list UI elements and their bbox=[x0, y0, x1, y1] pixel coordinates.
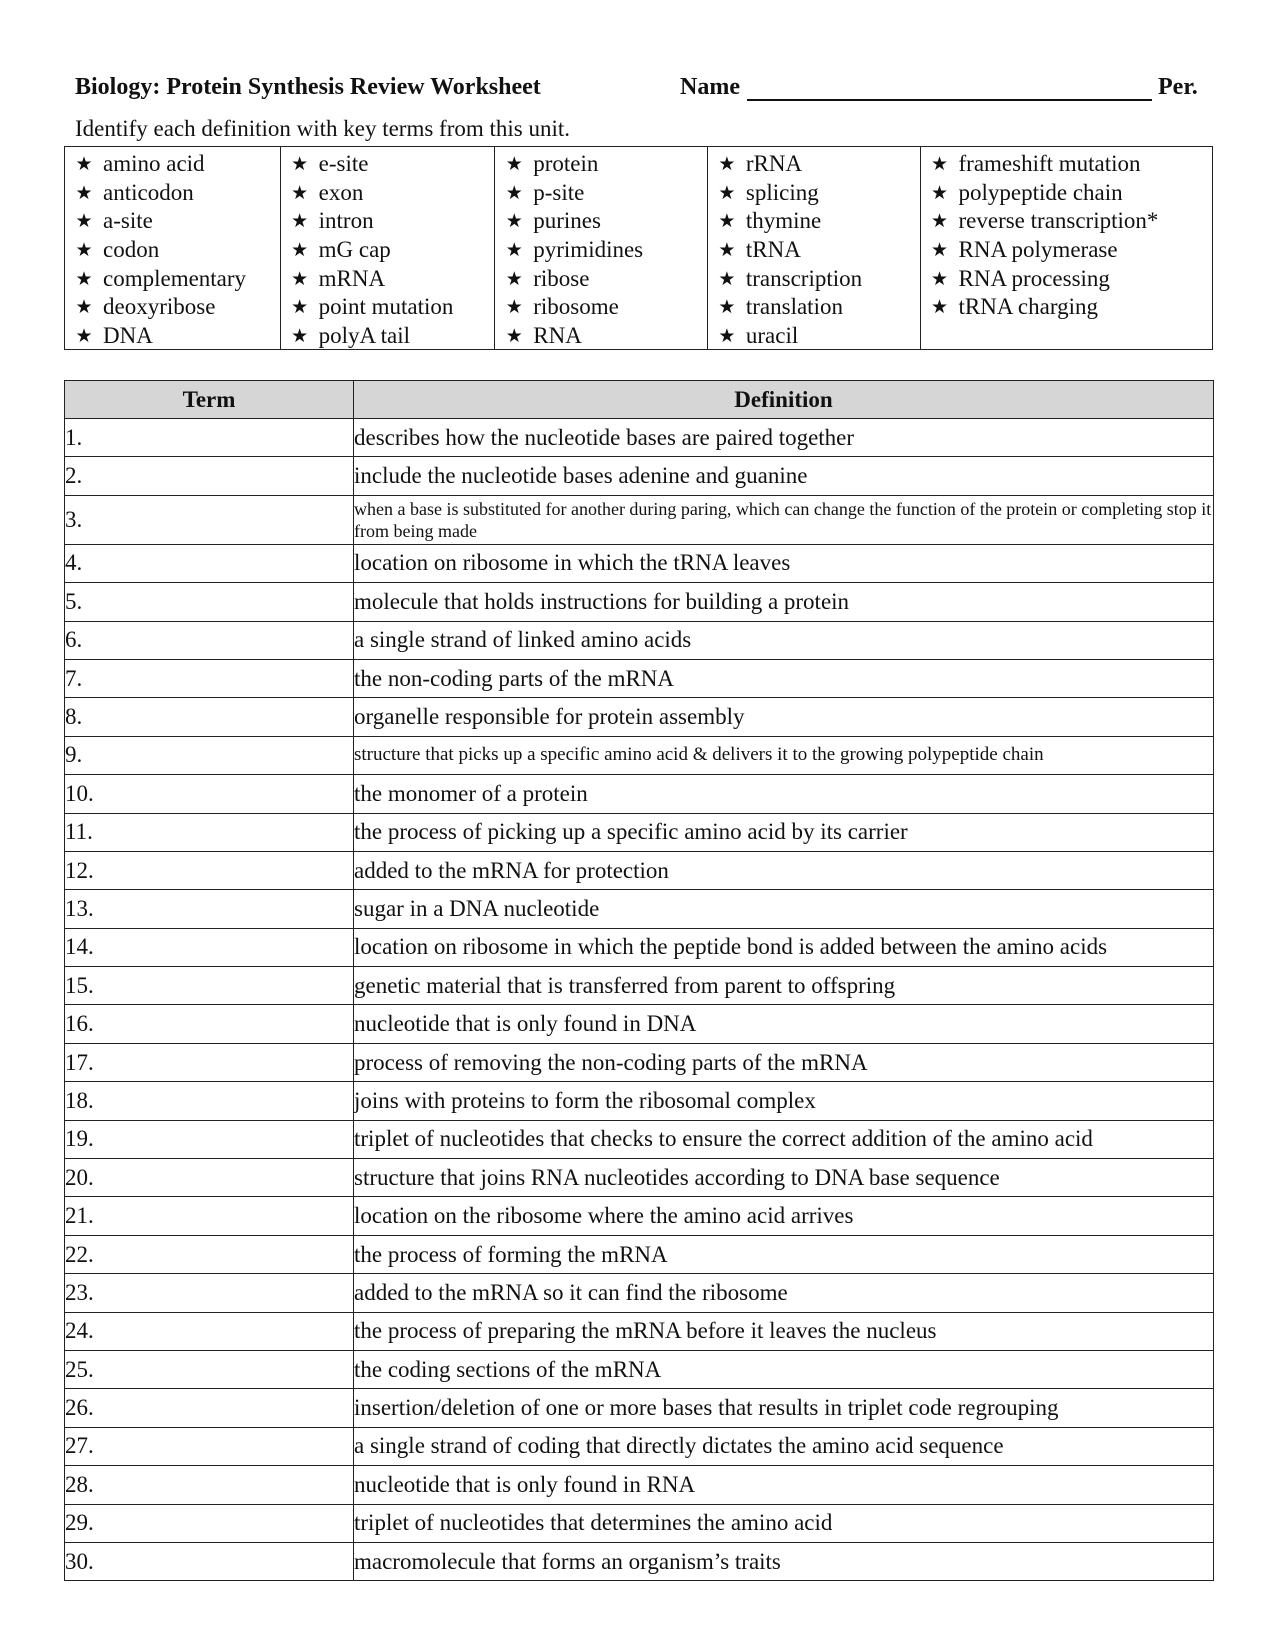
definition-cell: the process of picking up a specific amino acid by its carrier bbox=[354, 813, 1214, 851]
row-number: 11. bbox=[65, 819, 93, 845]
table-row bbox=[65, 1159, 1214, 1197]
definition-cell: location on the ribosome where the amino acid arrives bbox=[354, 1197, 1214, 1235]
star-bullet-icon: ★ bbox=[505, 296, 523, 319]
definition-cell: macromolecule that forms an organism’s traits bbox=[354, 1542, 1214, 1580]
word-bank-item bbox=[708, 207, 920, 236]
row-number: 24. bbox=[65, 1318, 94, 1344]
table-row bbox=[65, 621, 1214, 659]
word-bank-item bbox=[921, 236, 1212, 265]
definition-cell: added to the mRNA so it can find the ribosome bbox=[354, 1274, 1214, 1312]
word-bank-item bbox=[495, 293, 707, 322]
word-bank-term: exon bbox=[318, 179, 364, 205]
word-bank-term: ribosome bbox=[533, 294, 619, 320]
definition-cell: insertion/deletion of one or more bases that results in triplet code regrouping bbox=[354, 1389, 1214, 1427]
table-row bbox=[65, 1389, 1214, 1427]
star-bullet-icon: ★ bbox=[930, 153, 949, 175]
star-bullet-icon: ★ bbox=[291, 210, 309, 233]
star-bullet-icon: ★ bbox=[930, 181, 949, 204]
term-answer-cell[interactable] bbox=[65, 621, 354, 659]
word-bank-term: mG cap bbox=[318, 237, 391, 263]
word-bank-term: RNA polymerase bbox=[958, 237, 1118, 263]
word-bank-term: rRNA bbox=[745, 151, 803, 176]
row-number: 15. bbox=[65, 972, 94, 998]
star-bullet-icon: ★ bbox=[75, 325, 93, 348]
term-answer-cell[interactable] bbox=[65, 1274, 354, 1312]
star-bullet-icon: ★ bbox=[291, 239, 309, 262]
word-bank-item bbox=[921, 207, 1212, 236]
star-bullet-icon: ★ bbox=[75, 210, 93, 233]
row-number: 7. bbox=[65, 665, 83, 691]
definition-cell: nucleotide that is only found in DNA bbox=[354, 1005, 1214, 1043]
row-number: 6. bbox=[65, 627, 83, 653]
definition-cell: nucleotide that is only found in RNA bbox=[354, 1466, 1214, 1504]
term-answer-cell[interactable] bbox=[65, 1043, 354, 1081]
word-bank-term: mRNA bbox=[318, 265, 386, 291]
star-bullet-icon: ★ bbox=[505, 181, 523, 204]
definition-cell: joins with proteins to form the ribosomal complex bbox=[354, 1082, 1214, 1120]
word-bank-item bbox=[65, 322, 280, 351]
definition-cell: a single strand of coding that directly dictates the amino acid sequence bbox=[354, 1427, 1214, 1465]
star-bullet-icon: ★ bbox=[718, 181, 736, 204]
star-bullet-icon: ★ bbox=[75, 153, 93, 175]
table-row bbox=[65, 583, 1214, 621]
term-answer-cell[interactable] bbox=[65, 1159, 354, 1197]
word-bank-term: e-site bbox=[318, 151, 369, 176]
star-bullet-icon: ★ bbox=[291, 181, 309, 204]
star-bullet-icon: ★ bbox=[718, 210, 736, 233]
word-bank-item bbox=[495, 265, 707, 294]
definition-cell: structure that joins RNA nucleotides according to DNA base sequence bbox=[354, 1159, 1214, 1197]
word-bank-item bbox=[495, 207, 707, 236]
star-bullet-icon: ★ bbox=[75, 267, 93, 290]
row-number: 23. bbox=[65, 1279, 94, 1305]
word-bank-item bbox=[65, 265, 280, 294]
word-bank-item bbox=[281, 265, 495, 294]
word-bank-term: polyA tail bbox=[318, 323, 410, 349]
term-answer-cell[interactable] bbox=[65, 928, 354, 966]
row-number: 22. bbox=[65, 1241, 94, 1267]
word-bank-term: protein bbox=[533, 151, 599, 176]
row-number: 3. bbox=[65, 506, 83, 532]
definition-cell: the coding sections of the mRNA bbox=[354, 1350, 1214, 1388]
word-bank bbox=[64, 146, 1213, 350]
term-answer-cell[interactable] bbox=[65, 419, 354, 457]
word-bank-item bbox=[65, 150, 280, 179]
word-bank-item bbox=[708, 322, 920, 351]
word-bank-column bbox=[280, 147, 495, 349]
row-number: 2. bbox=[65, 463, 83, 489]
worksheet-title: Biology: Protein Synthesis Review Worksheet bbox=[75, 74, 541, 100]
definition-cell: location on ribosome in which the tRNA leaves bbox=[354, 544, 1214, 582]
row-number: 8. bbox=[65, 704, 83, 730]
word-bank-term: pyrimidines bbox=[533, 237, 644, 263]
term-answer-cell[interactable] bbox=[65, 698, 354, 736]
row-number: 4. bbox=[65, 550, 83, 576]
word-bank-item bbox=[281, 293, 495, 322]
definition-cell: added to the mRNA for protection bbox=[354, 851, 1214, 889]
definition-cell: triplet of nucleotides that determines the amino acid bbox=[354, 1504, 1214, 1542]
table-row bbox=[65, 1312, 1214, 1350]
star-bullet-icon: ★ bbox=[75, 296, 93, 319]
star-bullet-icon: ★ bbox=[505, 267, 523, 290]
row-number: 10. bbox=[65, 780, 94, 806]
star-bullet-icon: ★ bbox=[291, 267, 309, 290]
definition-cell: a single strand of linked amino acids bbox=[354, 621, 1214, 659]
word-bank-term: a-site bbox=[103, 208, 153, 234]
definition-column-header: Definition bbox=[354, 381, 1214, 419]
term-answer-cell[interactable] bbox=[65, 1235, 354, 1273]
table-row bbox=[65, 698, 1214, 736]
term-answer-cell[interactable] bbox=[65, 1082, 354, 1120]
term-answer-cell[interactable] bbox=[65, 967, 354, 1005]
row-number: 28. bbox=[65, 1471, 94, 1497]
row-number: 29. bbox=[65, 1510, 94, 1536]
row-number: 25. bbox=[65, 1356, 94, 1382]
star-bullet-icon: ★ bbox=[505, 239, 523, 262]
table-row bbox=[65, 928, 1214, 966]
definitions-body bbox=[65, 419, 1214, 1581]
word-bank-term: amino acid bbox=[103, 151, 205, 176]
term-answer-cell[interactable] bbox=[65, 457, 354, 495]
word-bank-term: tRNA bbox=[745, 237, 801, 263]
table-header-row bbox=[65, 381, 1214, 419]
word-bank-term: thymine bbox=[745, 208, 822, 234]
definition-cell: location on ribosome in which the peptide bond is added between the amino acids bbox=[354, 928, 1214, 966]
table-row bbox=[65, 1082, 1214, 1120]
word-bank-item bbox=[708, 236, 920, 265]
term-column-header: Term bbox=[65, 381, 354, 419]
term-answer-cell[interactable] bbox=[65, 1466, 354, 1504]
name-blank-line[interactable] bbox=[747, 74, 1152, 101]
name-label: Name bbox=[680, 74, 740, 100]
word-bank-term: transcription bbox=[745, 265, 863, 291]
star-bullet-icon: ★ bbox=[718, 239, 736, 262]
word-bank-item bbox=[708, 150, 920, 179]
definition-cell: organelle responsible for protein assembly bbox=[354, 698, 1214, 736]
star-bullet-icon: ★ bbox=[75, 181, 93, 204]
word-bank-term: frameshift mutation bbox=[958, 151, 1141, 176]
table-row bbox=[65, 1274, 1214, 1312]
word-bank-item bbox=[65, 207, 280, 236]
table-row bbox=[65, 890, 1214, 928]
word-bank-item bbox=[281, 322, 495, 351]
term-answer-cell[interactable] bbox=[65, 890, 354, 928]
definition-cell: process of removing the non-coding parts of the mRNA bbox=[354, 1043, 1214, 1081]
definition-cell: include the nucleotide bases adenine and guanine bbox=[354, 457, 1214, 495]
term-answer-cell[interactable] bbox=[65, 775, 354, 813]
star-bullet-icon: ★ bbox=[718, 153, 736, 175]
word-bank-item bbox=[65, 293, 280, 322]
table-row bbox=[65, 1235, 1214, 1273]
word-bank-term: RNA processing bbox=[958, 265, 1110, 291]
row-number: 19. bbox=[65, 1126, 94, 1152]
row-number: 18. bbox=[65, 1087, 94, 1113]
star-bullet-icon: ★ bbox=[718, 296, 736, 319]
table-row bbox=[65, 1197, 1214, 1235]
period-label: Per. bbox=[1158, 74, 1198, 100]
definition-cell: the monomer of a protein bbox=[354, 775, 1214, 813]
word-bank-item bbox=[65, 179, 280, 208]
row-number: 30. bbox=[65, 1548, 94, 1574]
star-bullet-icon: ★ bbox=[505, 210, 523, 233]
star-bullet-icon: ★ bbox=[291, 153, 309, 175]
table-row bbox=[65, 495, 1214, 544]
table-row bbox=[65, 1043, 1214, 1081]
word-bank-term: point mutation bbox=[318, 294, 454, 320]
definition-cell: triplet of nucleotides that checks to ensure the correct addition of the amino acid bbox=[354, 1120, 1214, 1158]
definition-cell: the process of preparing the mRNA before it leaves the nucleus bbox=[354, 1312, 1214, 1350]
term-answer-cell[interactable] bbox=[65, 583, 354, 621]
table-row bbox=[65, 1504, 1214, 1542]
word-bank-item bbox=[281, 236, 495, 265]
word-bank-item bbox=[495, 150, 707, 179]
definitions-table bbox=[64, 380, 1214, 1581]
table-row bbox=[65, 1542, 1214, 1580]
word-bank-item bbox=[921, 150, 1212, 179]
term-answer-cell[interactable] bbox=[65, 495, 354, 544]
term-answer-cell[interactable] bbox=[65, 1427, 354, 1465]
word-bank-term: reverse transcription* bbox=[958, 208, 1159, 234]
word-bank-item bbox=[495, 236, 707, 265]
definition-cell: molecule that holds instructions for building a protein bbox=[354, 583, 1214, 621]
word-bank-term: anticodon bbox=[103, 179, 194, 205]
word-bank-column bbox=[920, 147, 1212, 349]
term-answer-cell[interactable] bbox=[65, 544, 354, 582]
star-bullet-icon: ★ bbox=[930, 296, 949, 319]
term-answer-cell[interactable] bbox=[65, 1350, 354, 1388]
word-bank-item bbox=[921, 265, 1212, 294]
worksheet-header bbox=[75, 74, 1205, 108]
table-row bbox=[65, 1466, 1214, 1504]
row-number: 5. bbox=[65, 588, 83, 614]
row-number: 14. bbox=[65, 934, 94, 960]
table-row bbox=[65, 736, 1214, 774]
row-number: 16. bbox=[65, 1011, 94, 1037]
word-bank-item bbox=[921, 293, 1212, 322]
table-row bbox=[65, 775, 1214, 813]
row-number: 13. bbox=[65, 895, 94, 921]
table-row bbox=[65, 544, 1214, 582]
term-answer-cell[interactable] bbox=[65, 659, 354, 697]
word-bank-item bbox=[65, 236, 280, 265]
star-bullet-icon: ★ bbox=[291, 296, 309, 319]
word-bank-column bbox=[494, 147, 707, 349]
table-row bbox=[65, 1427, 1214, 1465]
term-answer-cell[interactable] bbox=[65, 1197, 354, 1235]
word-bank-term: purines bbox=[533, 208, 601, 234]
row-number: 21. bbox=[65, 1203, 94, 1229]
word-bank-item bbox=[495, 179, 707, 208]
row-number: 20. bbox=[65, 1164, 94, 1190]
definition-cell: when a base is substituted for another during paring, which can change the function of the protein or completing stop it from being made bbox=[354, 495, 1214, 544]
word-bank-term: codon bbox=[103, 237, 160, 263]
definition-cell: the process of forming the mRNA bbox=[354, 1235, 1214, 1273]
term-answer-cell[interactable] bbox=[65, 851, 354, 889]
definition-cell: describes how the nucleotide bases are paired together bbox=[354, 419, 1214, 457]
word-bank-term: DNA bbox=[103, 323, 153, 349]
star-bullet-icon: ★ bbox=[505, 325, 523, 348]
word-bank-item bbox=[708, 265, 920, 294]
word-bank-term: RNA bbox=[533, 323, 582, 349]
word-bank-term: complementary bbox=[103, 265, 247, 291]
word-bank-column bbox=[707, 147, 920, 349]
term-answer-cell[interactable] bbox=[65, 813, 354, 851]
term-answer-cell[interactable] bbox=[65, 1120, 354, 1158]
row-number: 27. bbox=[65, 1433, 94, 1459]
star-bullet-icon: ★ bbox=[930, 267, 949, 290]
star-bullet-icon: ★ bbox=[291, 325, 309, 348]
word-bank-term: intron bbox=[318, 208, 374, 234]
star-bullet-icon: ★ bbox=[505, 153, 523, 175]
term-answer-cell[interactable] bbox=[65, 1542, 354, 1580]
row-number: 17. bbox=[65, 1049, 94, 1075]
definition-cell: sugar in a DNA nucleotide bbox=[354, 890, 1214, 928]
table-row bbox=[65, 659, 1214, 697]
definition-cell: genetic material that is transferred from parent to offspring bbox=[354, 967, 1214, 1005]
word-bank-column bbox=[65, 147, 280, 349]
star-bullet-icon: ★ bbox=[718, 325, 736, 348]
row-number: 9. bbox=[65, 742, 83, 768]
table-row bbox=[65, 1120, 1214, 1158]
word-bank-term: tRNA charging bbox=[958, 294, 1098, 320]
word-bank-term: splicing bbox=[745, 179, 819, 205]
star-bullet-icon: ★ bbox=[718, 267, 736, 290]
table-row bbox=[65, 1350, 1214, 1388]
definition-cell: the non-coding parts of the mRNA bbox=[354, 659, 1214, 697]
word-bank-term: polypeptide chain bbox=[958, 179, 1123, 205]
star-bullet-icon: ★ bbox=[930, 210, 949, 233]
term-answer-cell[interactable] bbox=[65, 736, 354, 774]
term-answer-cell[interactable] bbox=[65, 1504, 354, 1542]
word-bank-item bbox=[281, 179, 495, 208]
table-row bbox=[65, 851, 1214, 889]
word-bank-term: uracil bbox=[745, 323, 799, 349]
word-bank-term: translation bbox=[745, 294, 843, 320]
word-bank-item bbox=[708, 179, 920, 208]
word-bank-item bbox=[281, 150, 495, 179]
term-answer-cell[interactable] bbox=[65, 1005, 354, 1043]
word-bank-item bbox=[281, 207, 495, 236]
table-row bbox=[65, 813, 1214, 851]
table-row bbox=[65, 1005, 1214, 1043]
row-number: 1. bbox=[65, 424, 83, 450]
table-row bbox=[65, 457, 1214, 495]
definition-cell: structure that picks up a specific amino acid & delivers it to the growing polypeptide chain bbox=[354, 736, 1214, 774]
word-bank-item bbox=[495, 322, 707, 351]
word-bank-item bbox=[921, 179, 1212, 208]
instructions: Identify each definition with key terms from this unit. bbox=[75, 116, 571, 141]
term-answer-cell[interactable] bbox=[65, 1312, 354, 1350]
term-answer-cell[interactable] bbox=[65, 1389, 354, 1427]
row-number: 12. bbox=[65, 857, 94, 883]
word-bank-term: ribose bbox=[533, 265, 590, 291]
star-bullet-icon: ★ bbox=[930, 239, 949, 262]
star-bullet-icon: ★ bbox=[75, 239, 93, 262]
table-row bbox=[65, 967, 1214, 1005]
word-bank-term: p-site bbox=[533, 179, 585, 205]
word-bank-term: deoxyribose bbox=[103, 294, 216, 320]
row-number: 26. bbox=[65, 1395, 94, 1421]
word-bank-item bbox=[708, 293, 920, 322]
table-row bbox=[65, 419, 1214, 457]
